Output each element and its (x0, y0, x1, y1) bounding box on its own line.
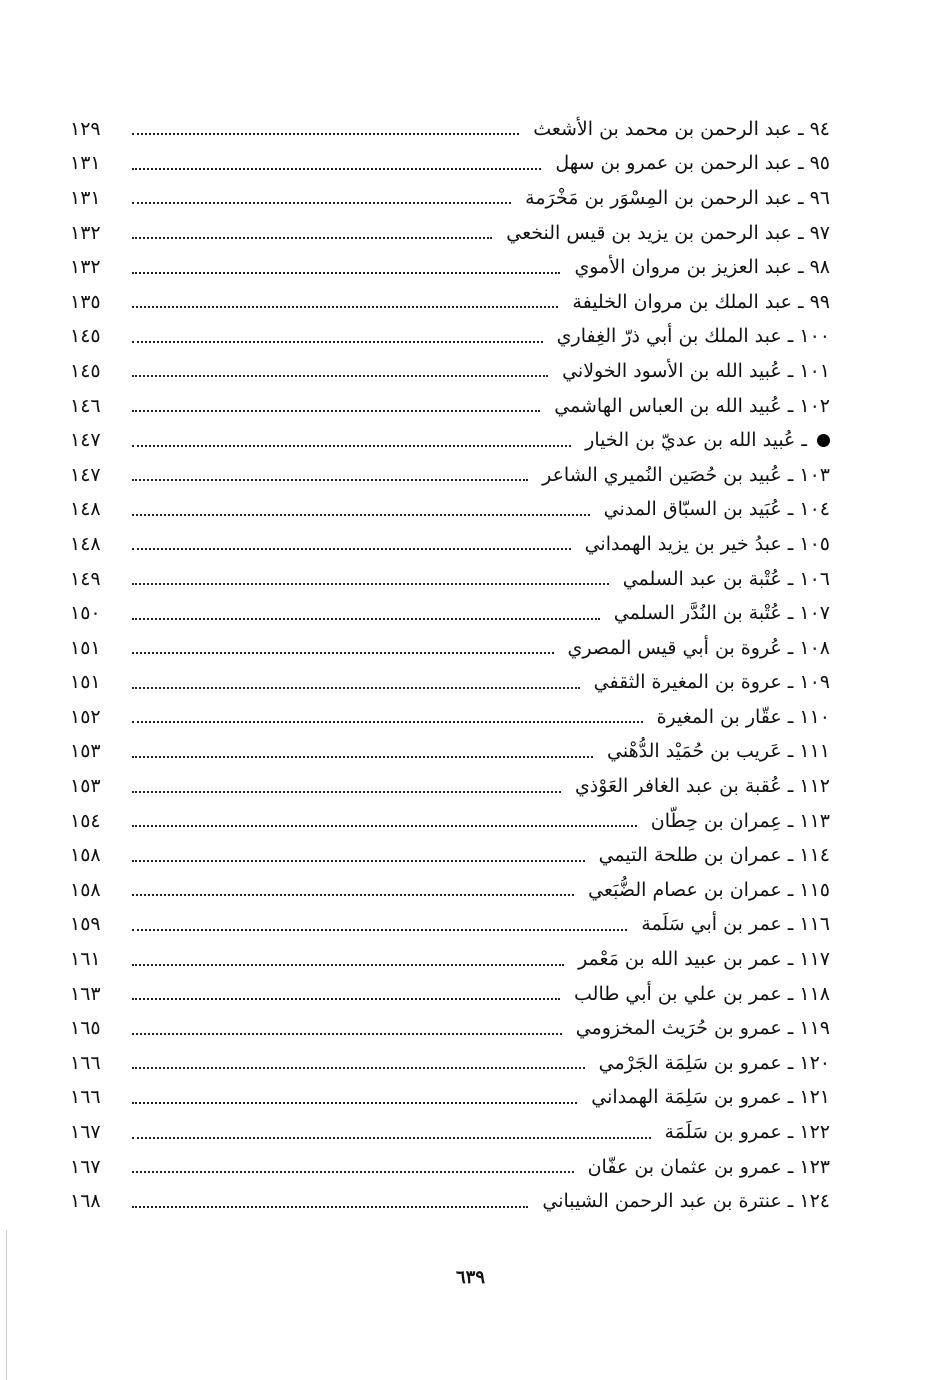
toc-entry-title: ١١١ ـ عَريب بن حُمَيْد الدُّهْني (607, 740, 830, 763)
toc-entry-label (525, 186, 830, 209)
toc-entry-title: ١١٣ ـ عِمران بن حِطّان (650, 809, 830, 832)
toc-entry-title: ١٠٦ ـ عُتْبة بن عبد السلمي (622, 567, 830, 590)
dot-leader (132, 791, 561, 793)
dot-leader (132, 1171, 574, 1173)
toc-entry (70, 596, 830, 631)
toc-entry (70, 1011, 830, 1046)
toc-entry (70, 1115, 830, 1150)
toc-entry-page: ١٣١ (70, 186, 101, 209)
toc-entry-title: ٩٧ ـ عبد الرحمن بن يزيد بن قيس النخعي (506, 221, 830, 244)
toc-entry-page: ١٥٣ (70, 740, 101, 763)
toc-entry-title: ٩٦ ـ عبد الرحمن بن المِسْوَر بن مَخْرَمة (525, 186, 830, 209)
toc-entry (70, 838, 830, 873)
toc-entry-label (604, 500, 830, 519)
dot-leader (132, 1102, 577, 1104)
toc-entry (70, 112, 830, 147)
toc-entry-title: ١٠٥ ـ عبدُ خير بن يزيد الهمداني (584, 532, 830, 555)
toc-entry (70, 527, 830, 562)
bullet-icon (817, 434, 830, 447)
toc-entry-label (622, 567, 830, 590)
dot-leader (132, 1033, 562, 1035)
toc-entry (70, 666, 830, 701)
toc-entry-page: ١٦٦ (70, 1086, 101, 1109)
dot-leader (132, 1206, 528, 1208)
dot-leader (132, 583, 609, 585)
toc-entry-page: ١٣١ (70, 152, 101, 175)
toc-entry-page: ١٦٨ (70, 1190, 101, 1213)
toc-entry-page: ١٦٣ (70, 982, 101, 1005)
toc-entry (70, 735, 830, 770)
toc-entry-page: ١٦٧ (70, 1121, 101, 1144)
toc-entry-page: ١٥١ (70, 636, 101, 659)
toc-entry-page: ١٥١ (70, 671, 101, 694)
dot-leader (132, 514, 590, 516)
toc-entry-title: ١١٢ ـ عُقبة بن عبد الغافر العَوْذي (574, 775, 830, 798)
toc-entry-page: ١٦٥ (70, 1017, 101, 1040)
toc-entry (70, 1046, 830, 1081)
toc-entry-label (591, 1088, 830, 1107)
toc-entry-title: ١١٤ ـ عمران بن طلحة التيمي (598, 844, 830, 867)
toc-entry (70, 562, 830, 597)
toc-entry-page: ١٣٢ (70, 256, 101, 279)
toc-entry (70, 423, 830, 458)
toc-entry-title: ١٢٢ ـ عمرو بن سَلَمَة (664, 1121, 830, 1144)
toc-entry-label (506, 221, 830, 244)
dot-leader (132, 1067, 585, 1069)
toc-entry-page: ١٥٨ (70, 878, 101, 901)
toc-entry-title: ١٢٠ ـ عمرو بن سَلِمَة الجَرْمي (598, 1051, 830, 1074)
dot-leader (132, 825, 637, 827)
toc-entry-page: ١٥٢ (70, 705, 101, 728)
toc-entry-title: ١٢١ ـ عمرو بن سَلِمَة الهمداني (591, 1086, 830, 1109)
dot-leader (132, 306, 558, 308)
toc-entry-label (572, 290, 830, 313)
toc-entry-title: ١١٠ ـ عقّار بن المغيرة (656, 705, 830, 728)
dot-leader (132, 652, 554, 654)
dot-leader (132, 687, 580, 689)
toc-entry-title: ٩٩ ـ عبد الملك بن مروان الخليفة (572, 290, 830, 313)
dot-leader (132, 479, 528, 481)
toc-entry (70, 1081, 830, 1116)
dot-leader (132, 445, 571, 447)
toc-entry-label (665, 1123, 830, 1142)
table-of-contents (70, 112, 830, 1219)
toc-entry-page: ١٢٩ (70, 117, 101, 140)
toc-entry-title: ٩٤ ـ عبد الرحمن بن محمد بن الأشعث (533, 117, 830, 140)
toc-entry (70, 250, 830, 285)
toc-entry-label (542, 1192, 830, 1211)
toc-entry-label (607, 742, 830, 761)
toc-entry-title: ١٠١ ـ عُبيد الله بن الأسود الخولاني (562, 359, 830, 382)
toc-entry (70, 804, 830, 839)
dot-leader (132, 721, 643, 723)
toc-entry-page: ١٤٨ (70, 498, 101, 521)
toc-entry-page: ١٤٥ (70, 325, 101, 348)
toc-entry-title: ١١٧ ـ عمر بن عبيد الله بن مَعْمر (578, 948, 830, 971)
toc-entry-title: ١٠٩ ـ عروة بن المغيرة الثقفي (593, 671, 830, 694)
dot-leader (132, 1137, 651, 1139)
toc-entry-page: ١٥٠ (70, 602, 101, 625)
toc-entry-page: ١٤٨ (70, 532, 101, 555)
toc-entry-label (576, 1019, 830, 1038)
toc-entry-label (557, 327, 830, 346)
toc-entry-page: ١٤٧ (70, 463, 101, 486)
toc-entry-title: ٩٨ ـ عبد العزيز بن مروان الأموي (574, 256, 830, 279)
dot-leader (132, 133, 519, 135)
toc-entry-label (584, 532, 830, 555)
dot-leader (132, 272, 560, 274)
toc-entry (70, 631, 830, 666)
toc-entry-title: ٩٥ ـ عبد الرحمن بن عمرو بن سهل (555, 152, 830, 175)
dot-leader (132, 375, 548, 377)
toc-entry-label (578, 950, 830, 969)
dot-leader (132, 964, 564, 966)
toc-entry-page: ١٦٦ (70, 1051, 101, 1074)
dot-leader (132, 168, 541, 170)
toc-entry-page: ١٣٢ (70, 221, 101, 244)
toc-entry-page: ١٥٤ (70, 809, 101, 832)
dot-leader (132, 929, 627, 931)
toc-entry-label (574, 258, 830, 277)
toc-entry-title: ١٠٧ ـ عُتْبة بن النُدَّر السلمي (613, 602, 830, 625)
toc-entry (70, 873, 830, 908)
dot-leader (132, 894, 574, 896)
toc-entry (70, 147, 830, 182)
dot-leader (132, 548, 571, 550)
toc-entry (70, 458, 830, 493)
toc-entry-page: ١٥٩ (70, 913, 101, 936)
toc-entry (70, 354, 830, 389)
toc-entry (70, 216, 830, 251)
toc-entry-page: ١٤٧ (70, 429, 101, 452)
toc-entry-page: ١٦١ (70, 948, 101, 971)
toc-entry-label (598, 1051, 830, 1074)
toc-entry (70, 769, 830, 804)
scan-edge-line (6, 1230, 7, 1380)
toc-entry-page: ١٤٦ (70, 394, 101, 417)
toc-entry (70, 493, 830, 528)
toc-entry (70, 908, 830, 943)
toc-entry-title: ١٠٣ ـ عُبيد بن حُصَين النُميري الشاعر (542, 463, 830, 486)
toc-entry-label (575, 777, 830, 796)
dot-leader (132, 618, 600, 620)
toc-entry-label (542, 463, 830, 486)
toc-entry-label (585, 431, 830, 450)
toc-entry (70, 285, 830, 320)
toc-entry (70, 181, 830, 216)
toc-entry-title: ١١٩ ـ عمرو بن حُرَيث المخزومي (575, 1017, 830, 1040)
toc-entry-title: ـ عُبيد الله بن عديّ بن الخيار (585, 429, 807, 452)
toc-entry-page: ١٣٥ (70, 290, 101, 313)
toc-entry-title: ١١٦ ـ عمر بن أبي سَلَمة (641, 913, 830, 936)
toc-entry-label (555, 154, 830, 173)
toc-entry-title: ١٢٣ ـ عمرو بن عثمان بن عفّان (587, 1155, 830, 1178)
toc-entry-page: ١٥٨ (70, 844, 101, 867)
toc-entry-page: ١٤٩ (70, 567, 101, 590)
toc-entry-title: ١١٨ ـ عمر بن علي بن أبي طالب (574, 982, 830, 1005)
dot-leader (132, 998, 560, 1000)
page-number: ٦٣٩ (455, 1267, 485, 1288)
toc-entry (70, 1150, 830, 1185)
toc-entry-label (533, 117, 830, 140)
toc-entry-label (641, 915, 830, 934)
dot-leader (132, 237, 492, 239)
toc-entry-title: ١٠٤ ـ عُبَيد بن السبّاق المدني (603, 498, 830, 521)
toc-entry-title: ١٢٤ ـ عنترة بن عبد الرحمن الشيباني (542, 1190, 830, 1213)
toc-entry-label (554, 394, 830, 417)
dot-leader (132, 410, 540, 412)
toc-entry-label (650, 809, 830, 832)
toc-entry-page: ١٥٣ (70, 775, 101, 798)
dot-leader (132, 341, 543, 343)
toc-entry-title: ١١٥ ـ عمران بن عصام الضُّبَعي (588, 878, 830, 901)
toc-entry-page: ١٤٥ (70, 359, 101, 382)
dot-leader (132, 860, 585, 862)
toc-entry-title: ١٠٠ ـ عبد الملك بن أبي ذرّ الغِفاري (556, 325, 830, 348)
toc-entry-label (562, 359, 830, 382)
toc-entry-label (594, 673, 830, 692)
toc-entry-label (588, 878, 830, 901)
toc-entry-label (599, 846, 830, 865)
toc-entry (70, 942, 830, 977)
toc-entry (70, 389, 830, 424)
toc-entry (70, 700, 830, 735)
dot-leader (132, 756, 593, 758)
toc-entry-label (567, 636, 830, 659)
toc-entry-label (587, 1155, 830, 1178)
dot-leader (132, 202, 511, 204)
toc-entry (70, 1184, 830, 1219)
toc-entry-label (656, 705, 830, 728)
toc-entry (70, 977, 830, 1012)
toc-entry-page: ١٦٧ (70, 1155, 101, 1178)
toc-entry-label (614, 604, 830, 623)
toc-entry-title: ١٠٢ ـ عُبيد الله بن العباس الهاشمي (554, 394, 830, 417)
toc-entry-title: ١٠٨ ـ عُروة بن أبي قيس المصري (567, 636, 830, 659)
toc-entry (70, 320, 830, 355)
toc-entry-label (574, 982, 830, 1005)
